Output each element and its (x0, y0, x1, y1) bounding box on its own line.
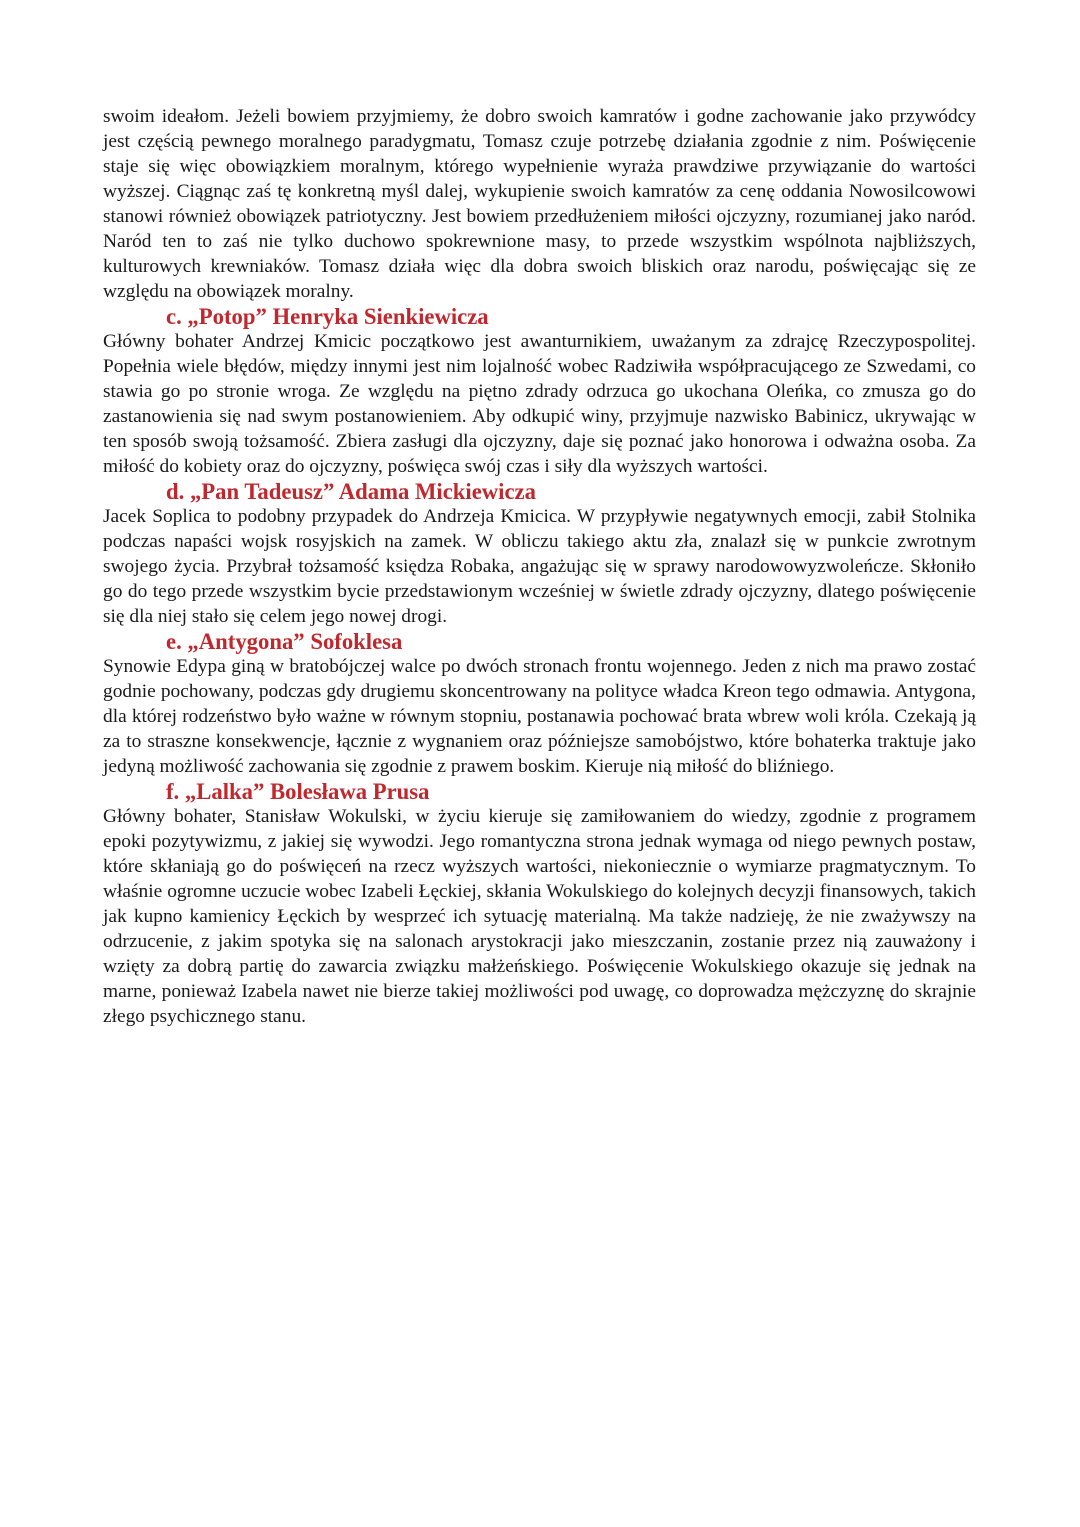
section-heading-lalka: f. „Lalka” Bolesława Prusa (166, 779, 430, 804)
section-paragraph-pan-tadeusz: Jacek Soplica to podobny przypadek do Andrzeja Kmicica. W przypływie negatywnych emocji, zabił Stolnika podczas napaści wojsk rosyjskich na zamek. W obliczu takiego aktu zła, znalazł się w punkcie zwrotnym swojego życia. Przybrał tożsamość księdza Robaka, angażując się w sprawy narodowowyzwoleńcze. Skłoniło go do tego przede wszystkim bycie przedstawionym wcześniej w świetle zdrady ojczyzny, dlatego poświęcenie się dla niej stało się celem jego nowej drogi. (103, 506, 976, 627)
section-paragraph-lalka: Główny bohater, Stanisław Wokulski, w życiu kieruje się zamiłowaniem do wiedzy, zgodnie z programem epoki pozytywizmu, z jakiej się wywodzi. Jego romantyczna strona jednak wymaga od niego pewnych postaw, które skłaniają go do poświęceń na rzecz wyższych wartości, niekoniecznie o wymiarze pragmatycznym. To właśnie ogromne uczucie wobec Izabeli Łęckiej, skłania Wokulskiego do kolejnych decyzji finansowych, takich jak kupno kamienicy Łęckich by wesprzeć ich sytuację materialną. Ma także nadzieję, że nie zważywszy na odrzucenie, z jakim spotyka się na salonach arystokracji jako mieszczanin, zostanie przez nią zauważony i wzięty za dobrą partię do zawarcia związku małżeńskiego. Poświęcenie Wokulskiego okazuje się jednak na marne, ponieważ Izabela nawet nie bierze takiej możliwości pod uwagę, co doprowadza mężczyznę do skrajnie złego psychicznego stanu. (103, 806, 976, 1027)
intro-paragraph: swoim ideałom. Jeżeli bowiem przyjmiemy, że dobro swoich kamratów i godne zachowanie jako przywódcy jest częścią pewnego moralnego paradygmatu, Tomasz czuje potrzebę działania zgodnie z nim. Poświęcenie staje się więc obowiązkiem moralnym, którego wypełnienie wyraża prawdziwe przywiązanie do wartości wyższej. Ciągnąc zaś tę konkretną myśl dalej, wykupienie swoich kamratów za cenę oddania Nowosilcowowi stanowi również obowiązek patriotyczny. Jest bowiem przedłużeniem miłości ojczyzny, rozumianej jako naród. Naród ten to zaś nie tylko duchowo spokrewnione masy, to przede wszystkim wspólnota najbliższych, kulturowych krewniaków. Tomasz działa więc dla dobra swoich bliskich oraz narodu, poświęcając się ze względu na obowiązek moralny. (103, 106, 976, 302)
section-paragraph-potop: Główny bohater Andrzej Kmicic początkowo jest awanturnikiem, uważanym za zdrajcę Rzeczypospolitej. Popełnia wiele błędów, między innymi jest nim lojalność wobec Radziwiła współpracującego ze Szwedami, co stawia go po stronie wroga. Ze względu na piętno zdrady odrzuca go ukochana Oleńka, co zmusza go do zastanowienia się nad swym postanowieniem. Aby odkupić winy, przyjmuje nazwisko Babinicz, ukrywając w ten sposób swoją tożsamość. Zbiera zasługi dla ojczyzny, daje się poznać jako honorowa i odważna osoba. Za miłość do kobiety oraz do ojczyzny, poświęca swój czas i siły dla wyższych wartości. (103, 331, 976, 477)
section-heading-potop: c. „Potop” Henryka Sienkiewicza (166, 304, 489, 329)
document-page (103, 104, 976, 1029)
section-heading-pan-tadeusz: d. „Pan Tadeusz” Adama Mickiewicza (166, 479, 536, 504)
section-heading-antygona: e. „Antygona” Sofoklesa (166, 629, 403, 654)
section-paragraph-antygona: Synowie Edypa giną w bratobójczej walce po dwóch stronach frontu wojennego. Jeden z nich ma prawo zostać godnie pochowany, podczas gdy drugiemu skoncentrowany na polityce władca Kreon tego odmawia. Antygona, dla której rodzeństwo było ważne w równym stopniu, postanawia pochować brata wbrew woli króla. Czekają ją za to straszne konsekwencje, łącznie z wygnaniem oraz późniejsze samobójstwo, które bohaterka traktuje jako jedyną możliwość zachowania się zgodnie z prawem boskim. Kieruje nią miłość do bliźniego. (103, 656, 976, 777)
